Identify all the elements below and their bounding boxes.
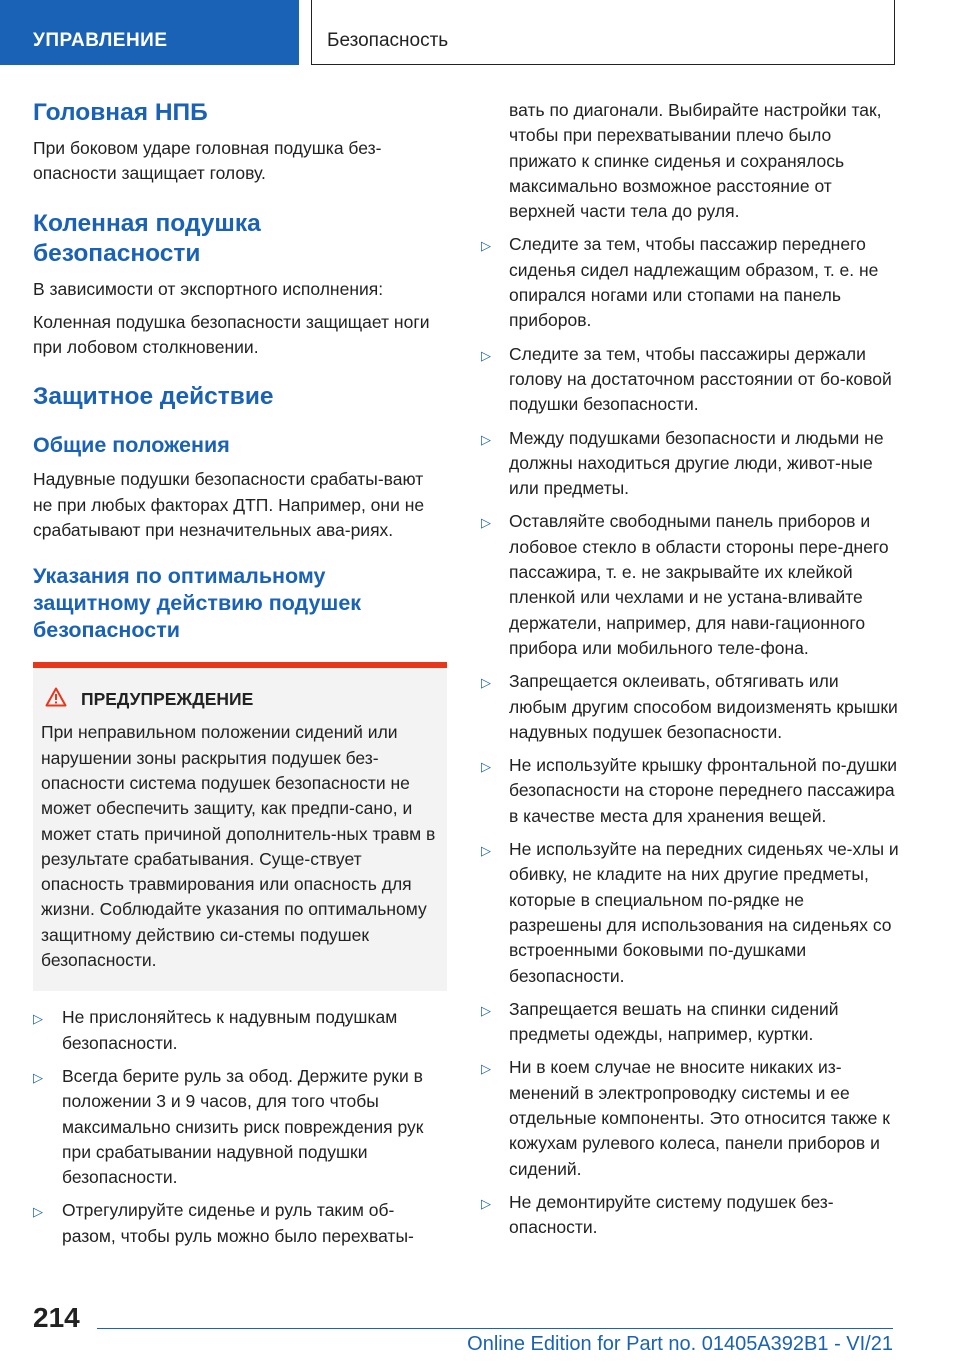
list-item: ▷ Не используйте крышку фронтальной по-душки безопасности на стороне переднего пассажира в качестве места для хранения вещей. xyxy=(481,755,898,826)
bullet-triangle-icon: ▷ xyxy=(33,1204,43,1220)
list-item: ▷ Оставляйте свободными панель приборов и лобовое стекло в области стороны пере-днего пассажира, т. е. не закрывайте их клейкой пленкой или чехлами и не устана-вливайте держатели, например, для нави-гационного прибора или мобильного теле-фона. xyxy=(481,511,889,658)
list-item: ▷ Отрегулируйте сиденье и руль таким об-разом, чтобы руль можно было перехваты- xyxy=(33,1200,414,1246)
section-tab[interactable]: УПРАВЛЕНИЕ xyxy=(0,0,299,65)
page-number: 214 xyxy=(33,1302,80,1333)
paragraph-continuation: вать по диагонали. Выбирайте настройки так, чтобы при перехватывании плечо было прижато к спинке сиденья и сохранялось максимально возможное расстояние от верхней части тела до руля. xyxy=(509,100,882,222)
heading-head-airbag: Головная НПБ xyxy=(33,99,208,126)
list-item: ▷ Следите за тем, чтобы пассажиры держали голову на достаточном расстоянии от бо-ковой подушки безопасности. xyxy=(481,343,892,415)
bullet-triangle-icon: ▷ xyxy=(481,515,491,531)
bullet-triangle-icon: ▷ xyxy=(481,843,491,859)
bullet-triangle-icon: ▷ xyxy=(33,1069,43,1085)
left-bullet-list xyxy=(33,1005,447,1249)
list-item: ▷ Между подушками безопасности и людьми не должны находиться другие люди, живот-ные или предметы. xyxy=(481,427,884,499)
paragraph-knee-airbag: Коленная подушка безопасности защищает ноги при лобовом столкновении. xyxy=(33,311,430,358)
list-item: ▷ Следите за тем, чтобы пассажир переднего сиденья сидел надлежащим образом, т. е. не опирался ногами или стопами на панель приборов. xyxy=(481,234,879,331)
heading-general: Общие положения xyxy=(33,433,230,458)
warning-title: ПРЕДУПРЕЖДЕНИЕ xyxy=(81,689,254,710)
chapter-title: Безопасность xyxy=(311,0,895,65)
list-item: ▷ Не прислоняйтесь к надувным подушкам безопасности. xyxy=(33,1007,398,1053)
bullet-triangle-icon: ▷ xyxy=(33,1011,43,1027)
paragraph-head-airbag: При боковом ударе головная подушка без-опасности защищает голову. xyxy=(33,138,382,184)
heading-optimal-line3: безопасности xyxy=(33,618,180,643)
footer-divider xyxy=(97,1328,893,1329)
list-item: ▷ Не демонтируйте систему подушек без-опасности. xyxy=(481,1191,834,1238)
heading-optimal-line1: Указания по оптимальному xyxy=(33,564,326,589)
warning-header xyxy=(41,686,437,714)
list-item: ▷ Всегда берите руль за обод. Держите руки в положении 3 и 9 часов, для того чтобы максимально снизить риск повреждения рук при срабатывании надувной подушки безопасности. xyxy=(33,1065,424,1188)
heading-knee-airbag-line2: безопасности xyxy=(33,239,201,267)
warning-text: При неправильном положении сидений или нарушении зоны раскрытия подушек без-опасности система подушек безопасности не может обеспечить защиту, как предпи-сано, и может стать причиной дополнитель-ных травм в результате срабатывания. Суще-ствует опасность травмирования или опасность для жизни. Соблюдайте указания по оптимальному защитному действию си-стемы подушек безопасности. xyxy=(41,722,436,971)
paragraph-general: Надувные подушки безопасности срабаты-вают не при любых факторах ДТП. Например, они не срабатывают при незначительных ава-риях. xyxy=(33,469,425,541)
bullet-triangle-icon: ▷ xyxy=(481,431,491,447)
right-bullet-list xyxy=(481,232,899,1240)
list-item: ▷ Запрещается оклеивать, обтягивать или любым другим способом видоизменять крышки надувных подушек безопасности. xyxy=(481,671,898,742)
bullet-triangle-icon: ▷ xyxy=(481,238,491,254)
warning-triangle-icon xyxy=(45,687,67,714)
footer-edition-link[interactable]: Online Edition for Part no. 01405A392B1 - VI/21 xyxy=(467,1333,893,1355)
list-item: ▷ Не используйте на передних сиденьях че-хлы и обивку, не кладите на них другие предметы, которые в специальном по-рядке не разрешены для использования на сиденьях со встроенными боковыми по-душками безопасности. xyxy=(481,839,899,986)
warning-box xyxy=(33,662,447,991)
bullet-triangle-icon: ▷ xyxy=(481,759,491,775)
bullet-triangle-icon: ▷ xyxy=(481,675,491,691)
bullet-triangle-icon: ▷ xyxy=(481,1002,491,1018)
list-item: ▷ Запрещается вешать на спинки сидений предметы одежды, например, куртки. xyxy=(481,998,839,1045)
bullet-triangle-icon: ▷ xyxy=(481,1061,491,1077)
right-column xyxy=(481,98,899,1240)
heading-optimal-line2: защитному действию подушек xyxy=(33,591,362,616)
bullet-triangle-icon: ▷ xyxy=(481,1195,491,1211)
bullet-triangle-icon: ▷ xyxy=(481,347,491,363)
heading-protective-effect: Защитное действие xyxy=(33,383,274,411)
left-column xyxy=(33,98,447,1249)
list-item: ▷ Ни в коем случае не вносите никаких из-менений в электропроводку системы и ее отдельные компоненты. Это относится также к кожухам рулевого колеса, панели приборов и сидений. xyxy=(481,1057,890,1179)
paragraph-knee-variant: В зависимости от экспортного исполнения: xyxy=(33,278,384,299)
heading-knee-airbag-line1: Коленная подушка xyxy=(33,209,261,237)
